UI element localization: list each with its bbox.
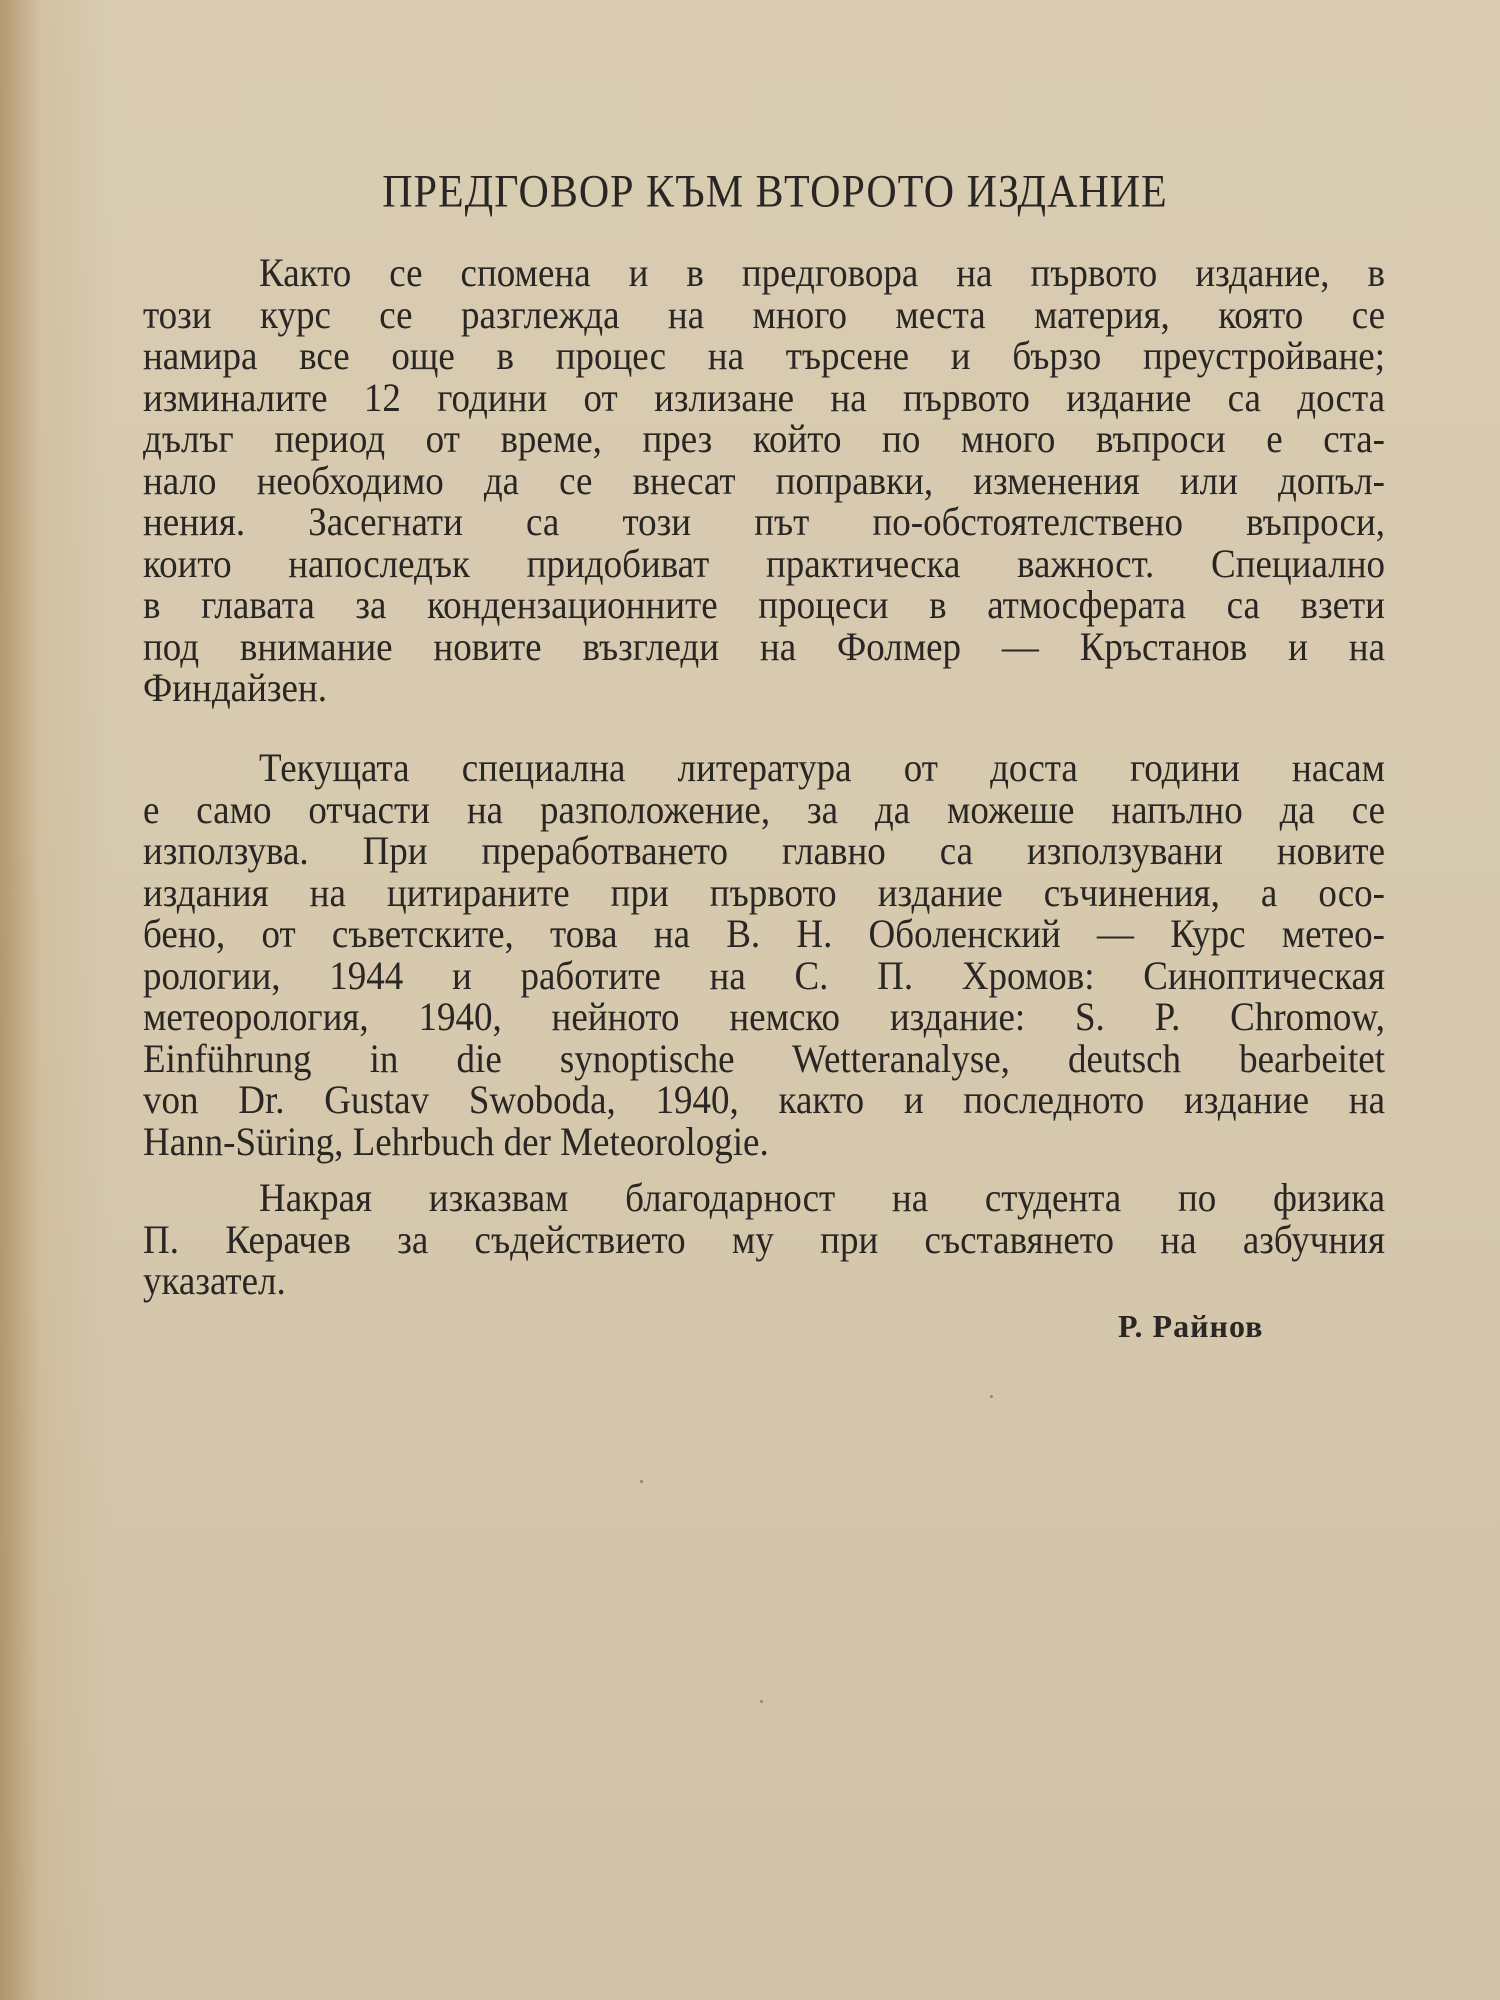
text-line: Einführung in die synoptische Wetteranalyse, deutsch bearbeitet: [143, 1036, 1385, 1082]
text-line: използува. При преработването главно са използувани новите: [143, 828, 1385, 875]
text-line: рологии, 1944 и работите на С. П. Хромов: Синоптическая: [143, 953, 1385, 999]
text-line: бено, от съветските, това на В. Н. Оболенский — Курс метео-: [143, 911, 1385, 958]
paragraph-3: [143, 1175, 1385, 1305]
paragraph-2: [143, 745, 1385, 1165]
text-line: изминалите 12 години от излизане на първото издание са доста: [143, 375, 1385, 421]
paper-speck: [760, 1700, 763, 1703]
paper-speck: [990, 1395, 993, 1398]
paragraph-1: [143, 250, 1385, 712]
text-line: von Dr. Gustav Swoboda, 1940, както и последното издание на: [143, 1077, 1385, 1124]
page-title: ПРЕДГОВОР КЪМ ВТОРОТО ИЗДАНИЕ: [382, 166, 1168, 218]
text-line: Финдайзен.: [143, 665, 327, 712]
text-line: Hann-Süring, Lehrbuch der Meteorologie.: [143, 1119, 769, 1165]
text-line: Накрая изказвам благодарност на студента по физика: [259, 1175, 1385, 1222]
text-line: нения. Засегнати са този път по-обстоятелствено въпроси,: [143, 499, 1385, 546]
text-line: е само отчасти на разположение, за да можеше напълно да се: [143, 787, 1385, 833]
text-line: указател.: [143, 1258, 286, 1305]
author-signature: Р. Райнов: [1118, 1308, 1264, 1344]
text-line: в главата за кондензационните процеси в атмосферата са взети: [143, 582, 1385, 629]
text-line: издания на цитираните при първото издание съчинения, а осо-: [143, 870, 1385, 916]
text-line: този курс се разглежда на много места материя, която се: [143, 292, 1385, 338]
text-line: Текущата специална литература от доста години насам: [259, 745, 1385, 792]
text-line: Както се спомена и в предговора на първото издание, в: [259, 250, 1385, 297]
text-line: под внимание новите възгледи на Фолмер — Кръстанов и на: [143, 624, 1385, 670]
text-line: намира все още в процес на търсене и бързо преустройване;: [143, 333, 1385, 380]
paper-speck: [640, 1480, 643, 1483]
text-line: дълъг период от време, през който по много въпроси е ста-: [143, 416, 1385, 463]
text-line: П. Керачев за съдействието му при съставянето на азбучния: [143, 1217, 1385, 1263]
text-line: които напоследък придобиват практическа важност. Специално: [143, 541, 1385, 587]
text-line: метеорология, 1940, нейното немско издание: S. P. Chromow,: [143, 994, 1385, 1041]
text-line: нало необходимо да се внесат поправки, изменения или допъл-: [143, 458, 1385, 504]
